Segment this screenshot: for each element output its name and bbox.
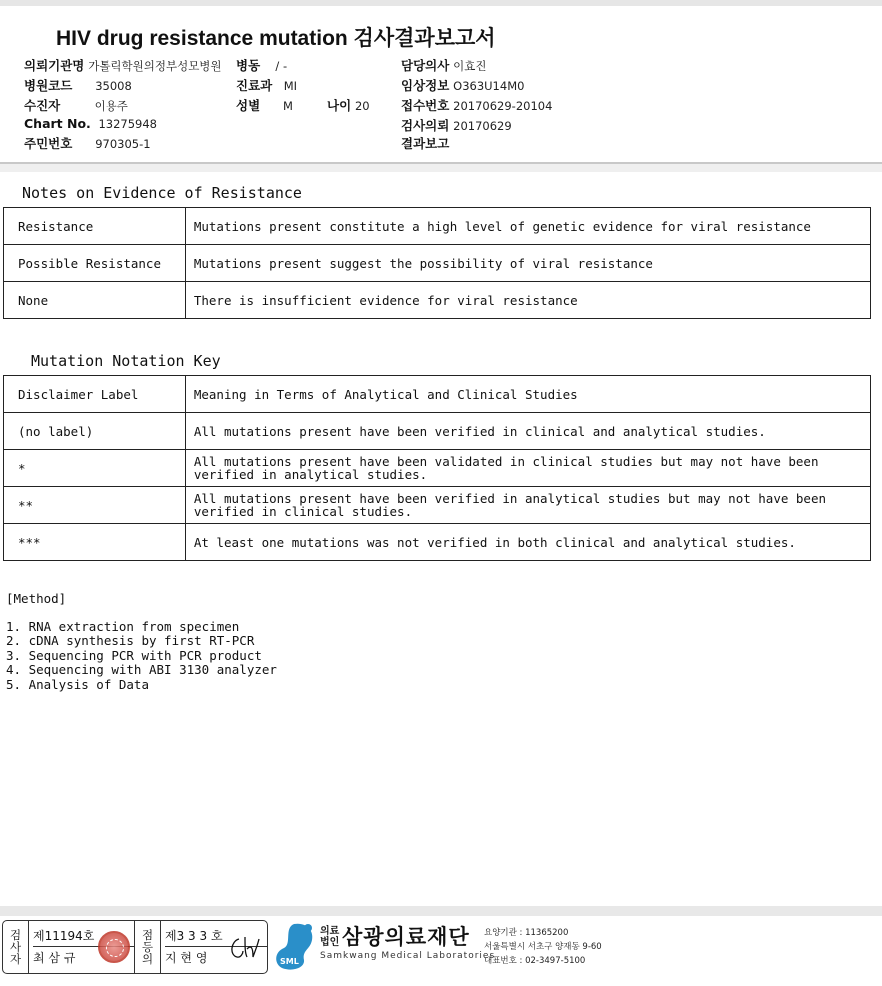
method-title: [Method] [6, 591, 67, 606]
label-char: 등 [141, 940, 154, 954]
notation-section-title: Mutation Notation Key [31, 352, 221, 370]
brand-corp-line: 의료 [320, 926, 340, 937]
brand-name: 삼광의료재단 [342, 925, 470, 949]
table-row [4, 282, 871, 319]
department-field: 진료과 MI [236, 78, 298, 93]
evidence-label: Resistance [4, 208, 186, 245]
table-row [4, 524, 871, 561]
evidence-text: There is insufficient evidence for viral resistance [185, 282, 870, 319]
result-report-field: 결과보고 [401, 136, 450, 151]
method-step: 2. cDNA synthesis by first RT-PCR [6, 633, 255, 648]
notation-text: All mutations present have been verified in analytical studies but may not have been verified in clinical studies. [185, 487, 870, 524]
method-section [6, 592, 277, 692]
notation-text: All mutations present have been validated in clinical studies but may not have been verified in analytical studies. [185, 450, 870, 487]
table-row [4, 208, 871, 245]
info-line: 대표번호 : 02-3497-5100 [484, 956, 586, 966]
evidence-text: Mutations present constitute a high level of genetic evidence for viral resistance [185, 208, 870, 245]
footer-band [0, 906, 882, 916]
label-char: 검 [9, 928, 22, 942]
evidence-text: Mutations present suggest the possibility of viral resistance [185, 245, 870, 282]
label-char: 자 [9, 952, 22, 966]
notation-label: (no label) [4, 413, 186, 450]
sml-logo-icon [272, 920, 322, 972]
table-row [4, 487, 871, 524]
chart-no-field: Chart No. 13275948 [24, 116, 157, 131]
institution-field: 의뢰기관명 가톨릭학원의정부성모병원 [24, 58, 222, 73]
evidence-section-title: Notes on Evidence of Resistance [22, 184, 302, 202]
notation-table [3, 375, 871, 561]
examiner-cell [29, 921, 135, 973]
red-seal-stamp [98, 931, 130, 963]
column-header-label: Disclaimer Label [4, 376, 186, 413]
label-char: 의 [141, 952, 154, 966]
notation-text: At least one mutations was not verified in both clinical and analytical studies. [185, 524, 870, 561]
reviewer-license: 제3 3 3 호 [165, 925, 267, 947]
ward-field: 병동 / - [236, 58, 288, 73]
hospital-code-field: 병원코드 35008 [24, 78, 132, 93]
signature-icon [225, 933, 261, 963]
section-divider [0, 164, 882, 172]
brand-contact-info [484, 926, 602, 968]
brand-corp-line: 법인 [320, 937, 340, 948]
info-line: 서울특별시 서초구 양재동 9-60 [484, 942, 602, 952]
resident-no-field: 주민번호 970305-1 [24, 136, 151, 151]
method-step: 5. Analysis of Data [6, 676, 149, 692]
brand-english-name: Samkwang Medical Laboratories [320, 951, 496, 961]
notation-label: * [4, 450, 186, 487]
patient-field: 수진자 이용주 [24, 98, 128, 113]
signature-box [2, 920, 268, 974]
request-date-field: 검사의뢰 20170629 [401, 118, 512, 133]
report-header [0, 6, 882, 164]
notation-label: ** [4, 487, 186, 524]
label-char: 사 [9, 940, 22, 954]
clinical-info-field: 임상정보 O363U14M0 [401, 78, 525, 93]
examiner-license: 제11194호 [33, 925, 134, 947]
logo-text: SML [280, 957, 299, 966]
reviewer-name: 지 현 영 [165, 951, 208, 965]
sex-field: 성별 M [236, 98, 293, 113]
column-header-meaning: Meaning in Terms of Analytical and Clinical Studies [185, 376, 870, 413]
examiner-vertical-label [3, 921, 29, 973]
notation-label: *** [4, 524, 186, 561]
method-step: 4. Sequencing with ABI 3130 analyzer [6, 662, 277, 677]
brand-corp-label [320, 926, 339, 948]
age-field: 나이 20 [327, 98, 370, 113]
receipt-no-field: 접수번호 20170629-20104 [401, 98, 553, 113]
doctor-field: 담당의사 이효진 [401, 58, 487, 73]
method-step: 1. RNA extraction from specimen [6, 618, 240, 634]
evidence-label: None [4, 282, 186, 319]
table-row [4, 450, 871, 487]
method-step: 3. Sequencing PCR with PCR product [6, 647, 262, 663]
evidence-table [3, 207, 871, 319]
report-title: HIV drug resistance mutation 검사결과보고서 [56, 27, 496, 50]
info-line: 요양기관 : 11365200 [484, 928, 569, 938]
reviewer-vertical-label [135, 921, 161, 973]
table-row [4, 413, 871, 450]
reviewer-cell [161, 921, 267, 973]
examiner-name: 최 삼 규 [33, 951, 76, 965]
table-header-row [4, 376, 871, 413]
label-char: 점 [141, 928, 154, 942]
evidence-label: Possible Resistance [4, 245, 186, 282]
notation-text: All mutations present have been verified in clinical and analytical studies. [185, 413, 870, 450]
table-row [4, 245, 871, 282]
